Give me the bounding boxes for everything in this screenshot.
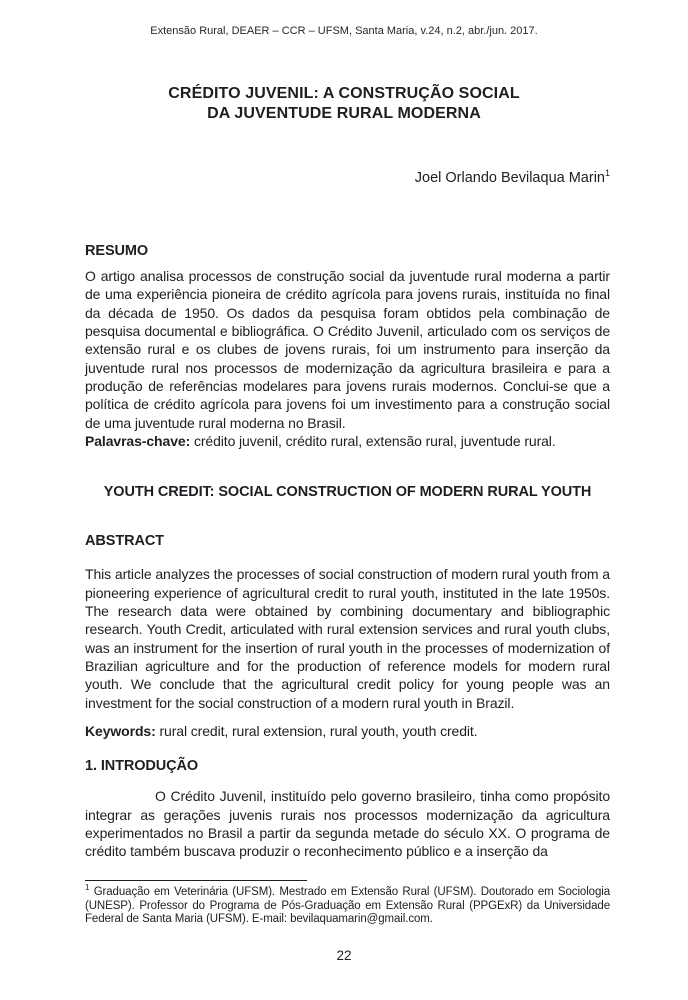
introduction-paragraph: O Crédito Juvenil, instituído pelo governo brasileiro, tinha como propósito integrar as gerações juvenis rurais nos processos modernização da agricultura experimentados no Brasil a partir da segunda metade do século XX. O programa de crédito também buscava produzir o reconhecimento público e a inserção da <box>85 788 610 860</box>
palavras-chave-values: crédito juvenil, crédito rural, extensão rural, juventude rural. <box>193 432 556 449</box>
footnote-block <box>85 880 610 927</box>
footnote-text <box>85 883 610 927</box>
author-footnote-ref: 1 <box>604 168 610 179</box>
keywords-line <box>85 722 610 740</box>
palavras-chave-label: Palavras-chave: <box>85 432 191 449</box>
footnote-divider <box>85 880 307 881</box>
author-name: Joel Orlando Bevilaqua Marin <box>414 170 605 186</box>
introduction-heading: 1. INTRODUÇÃO <box>85 758 199 775</box>
author-line <box>85 169 610 188</box>
palavras-chave-line <box>85 432 610 450</box>
journal-header: Extensão Rural, DEAER – CCR – UFSM, Santa Maria, v.24, n.2, abr./jun. 2017. <box>150 25 538 37</box>
footnote-ref: 1 <box>85 883 90 893</box>
article-title <box>0 84 688 124</box>
page-content <box>85 169 610 861</box>
page-number: 22 <box>336 948 352 963</box>
english-title: YOUTH CREDIT: SOCIAL CONSTRUCTION OF MODERN RURAL YOUTH <box>103 484 592 501</box>
abstract-paragraph: This article analyzes the processes of social construction of modern rural youth from a pioneering experience of agricultural credit to rural youth, instituted in the late 1950s. The research data were obtained by combining documentary and bibliographic research. Youth Credit, articulated with rural extension services and rural youth clubs, was an instrument for the insertion of rural youth in the processes of modernization of Brazilian agriculture and for the production of reference models for modern rural youth. We conclude that the agricultural credit policy for young people was an investment for the social construction of a modern rural youth in Brazil. <box>85 566 610 711</box>
footnote-body: Graduação em Veterinária (UFSM). Mestrado em Extensão Rural (UFSM). Doutorado em Sociologia (UNESP). Professor do Programa de Pós-Graduação em Extensão Rural (PPGExR) da Universidade Federal de Santa Maria (UFSM). E-mail: bevilaquamarin@gmail.com. <box>85 886 610 925</box>
keywords-values: rural credit, rural extension, rural youth, youth credit. <box>159 722 478 739</box>
article-title-line2: DA JUVENTUDE RURAL MODERNA <box>207 105 481 122</box>
abstract-heading: ABSTRACT <box>85 533 164 550</box>
article-title-line1: CRÉDITO JUVENIL: A CONSTRUÇÃO SOCIAL <box>168 85 520 102</box>
resumo-heading: RESUMO <box>85 243 149 259</box>
keywords-label: Keywords: <box>85 722 156 739</box>
resumo-paragraph: O artigo analisa processos de construção social da juventude rural moderna a partir de uma experiência pioneira de crédito agrícola para jovens rurais, instituída no final da década de 1950. Os dados da pesquisa foram obtidos pela combinação de pesquisa documental e bibliográfica. O Crédito Juvenil, articulado com os serviços de extensão rural e os clubes de jovens rurais, foi um instrumento para inserção da juventude rural nos processos de modernização da agricultura brasileira e para a produção de referências modelares para jovens rurais modernos. Conclui-se que a política de crédito agrícola para jovens foi um investimento para a construção social de uma juventude rural moderna no Brasil. <box>85 268 610 431</box>
